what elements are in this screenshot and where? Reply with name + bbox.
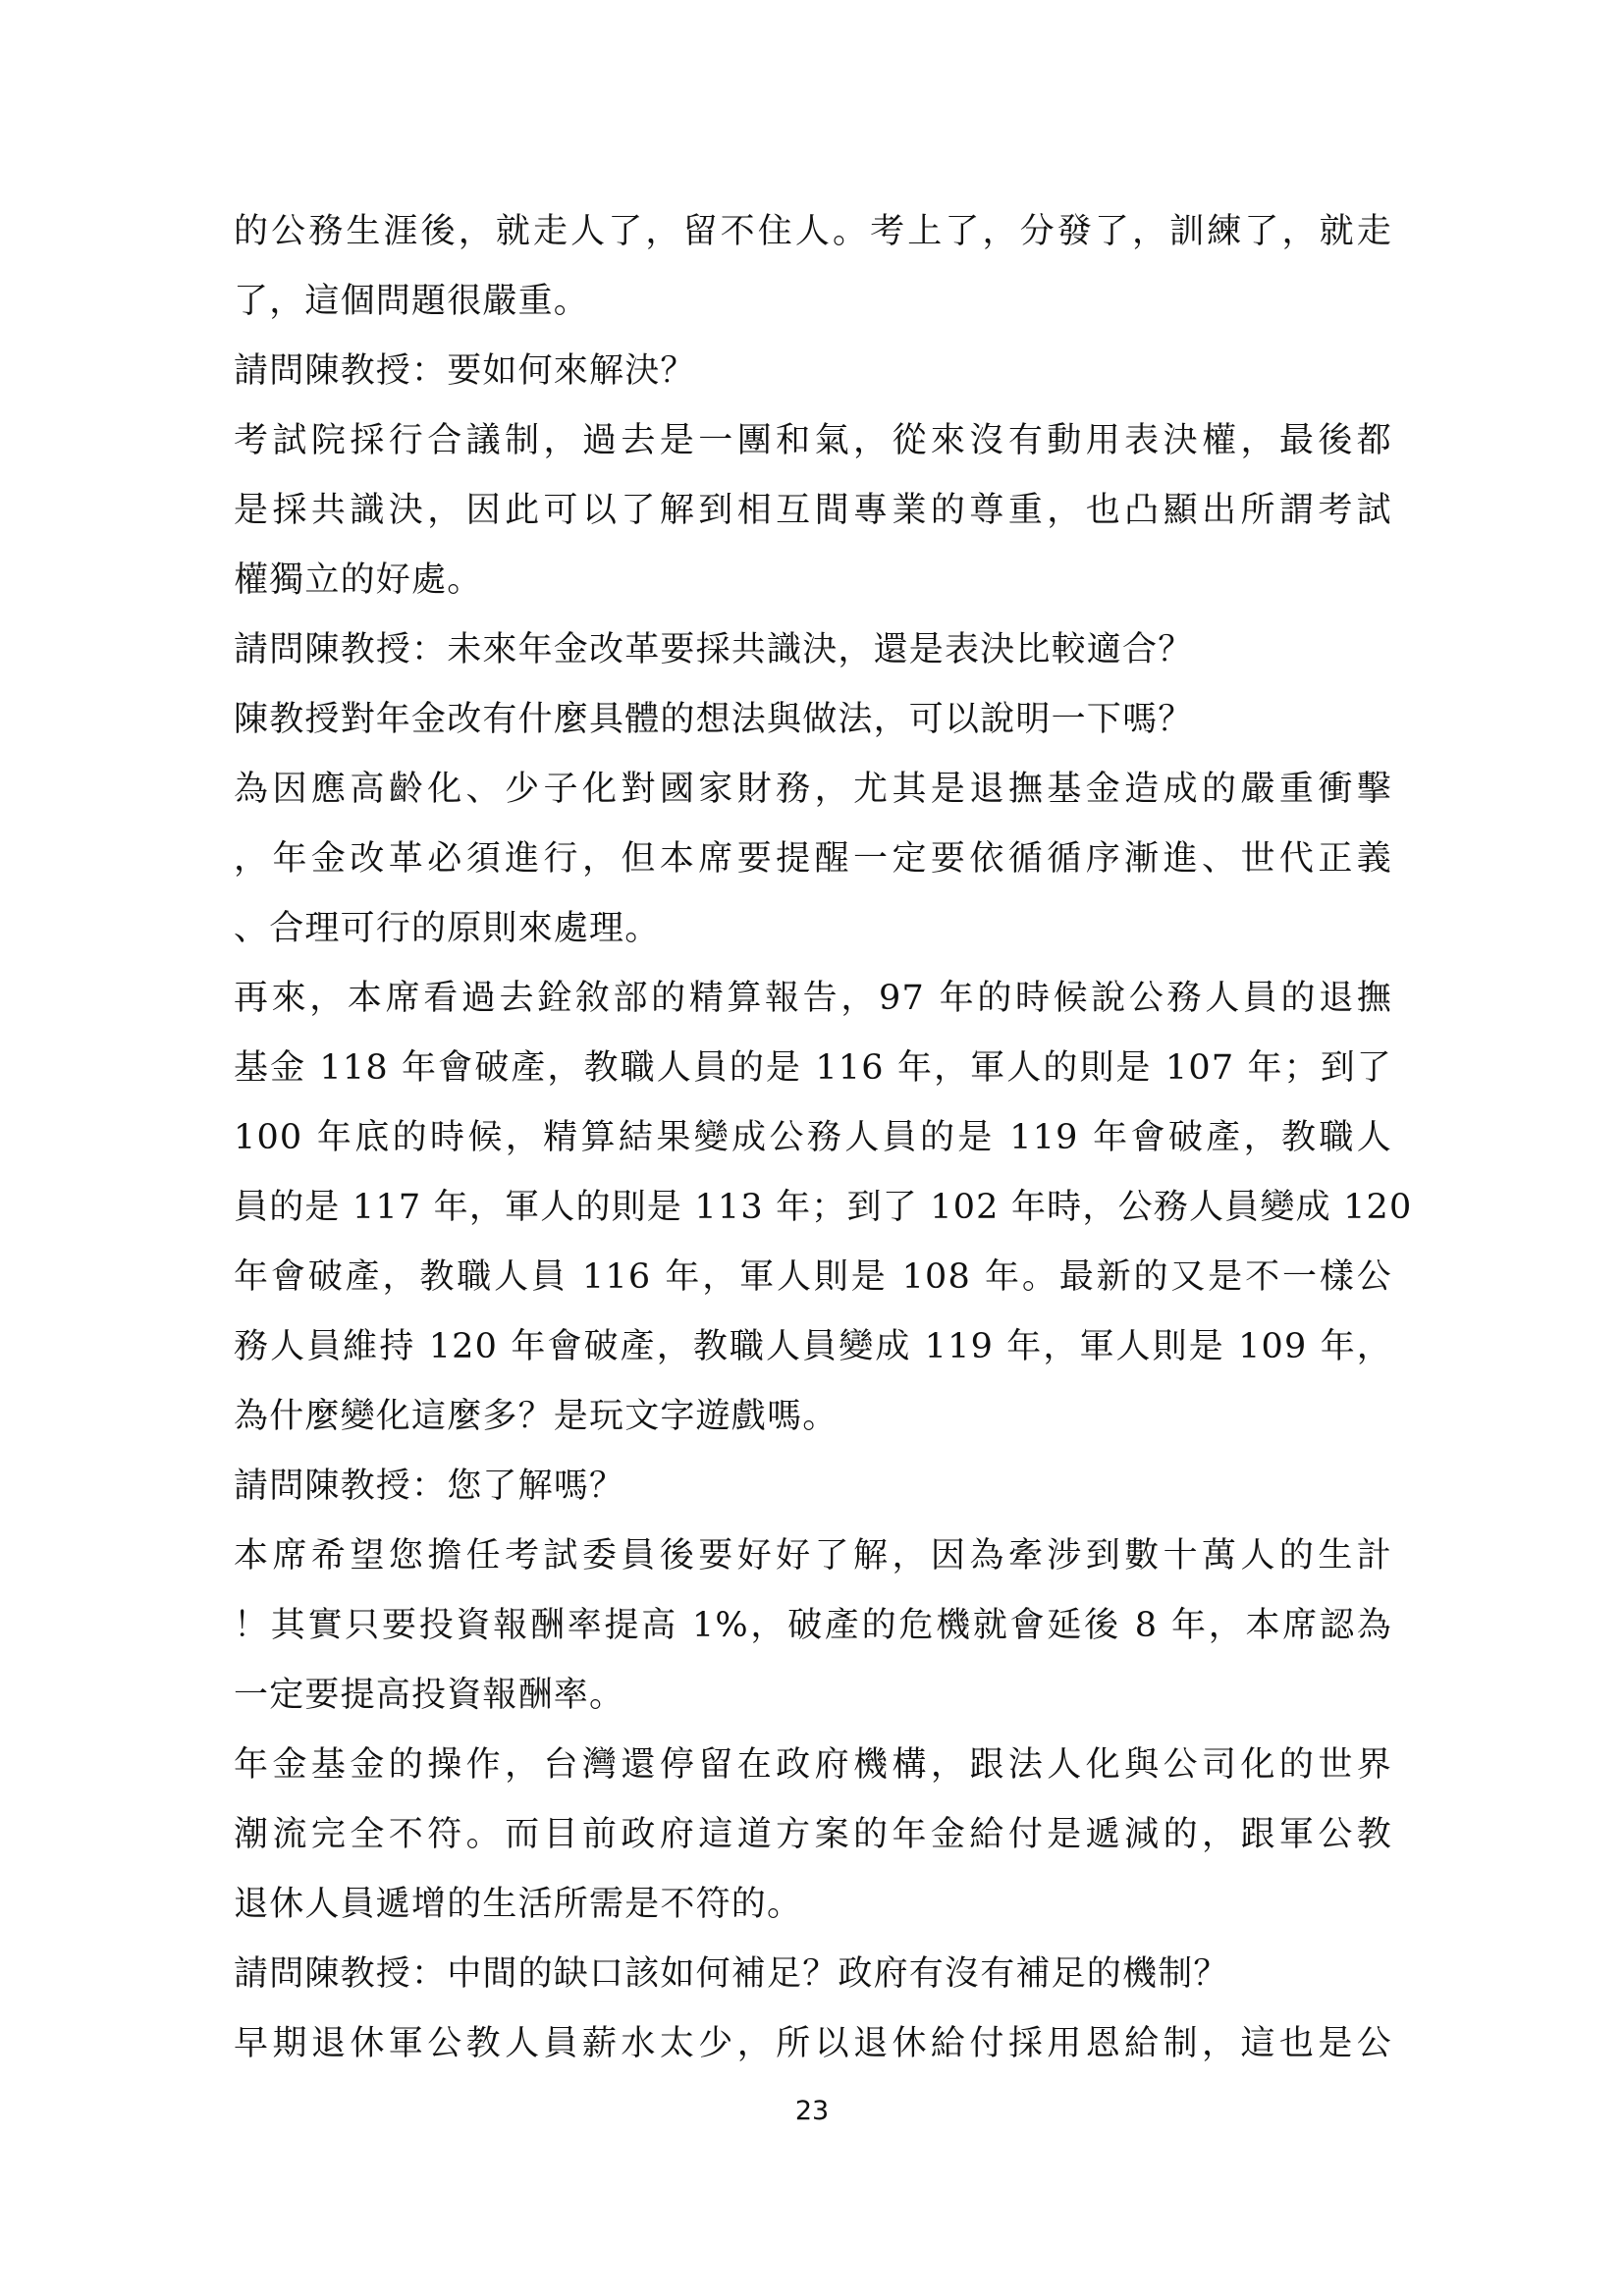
text-line: 退休人員遞增的生活所需是不符的。 [234, 1885, 803, 1924]
page-number: 23 [794, 2096, 830, 2126]
text-line: ！其實只要投資報酬率提高 1%，破產的危機就會延後 8 年，本席認為 [234, 1606, 1392, 1645]
text-line: 務人員維持 120 年會破產，教職人員變成 119 年，軍人則是 109 年， [234, 1327, 1392, 1366]
text-line: 的公務生涯後，就走人了，留不住人。考上了，分發了，訓練了，就走 [234, 212, 1392, 251]
text-line: 潮流完全不符。而目前政府這道方案的年金給付是遞減的，跟軍公教 [234, 1815, 1392, 1854]
text-line: 員的是 117 年，軍人的則是 113 年；到了 102 年時，公務人員變成 120 [234, 1188, 1413, 1227]
text-line: 再來，本席看過去銓敘部的精算報告，97 年的時候說公務人員的退撫 [234, 979, 1392, 1018]
text-line: 基金 118 年會破產，教職人員的是 116 年，軍人的則是 107 年；到了 [234, 1048, 1392, 1088]
body-text [234, 206, 1413, 2088]
text-line: 請問陳教授：您了解嗎？ [234, 1467, 625, 1506]
text-line: 本席希望您擔任考試委員後要好好了解，因為牽涉到數十萬人的生計 [234, 1536, 1392, 1575]
text-line: 年金基金的操作，台灣還停留在政府機構，跟法人化與公司化的世界 [234, 1745, 1392, 1785]
text-line: 為什麼變化這麼多？是玩文字遊戲嗎。 [234, 1397, 839, 1436]
text-line: 、合理可行的原則來處理。 [234, 909, 661, 948]
text-line: 權獨立的好處。 [234, 561, 483, 600]
text-line: 了，這個問題很嚴重。 [234, 282, 590, 321]
text-line: 請問陳教授：未來年金改革要採共識決，還是表決比較適合？ [234, 630, 1194, 669]
text-line: 早期退休軍公教人員薪水太少，所以退休給付採用恩給制，這也是公 [234, 2024, 1392, 2063]
text-line: 請問陳教授：要如何來解決？ [234, 351, 696, 391]
text-line: 請問陳教授：中間的缺口該如何補足？政府有沒有補足的機制？ [234, 1954, 1229, 1994]
text-line: 考試院採行合議制，過去是一團和氣，從來沒有動用表決權，最後都 [234, 421, 1392, 460]
text-line: 100 年底的時候，精算結果變成公務人員的是 119 年會破產，教職人 [234, 1118, 1392, 1157]
text-line: 一定要提高投資報酬率。 [234, 1676, 625, 1715]
text-line: ，年金改革必須進行，但本席要提醒一定要依循循序漸進、世代正義 [234, 839, 1392, 879]
text-line: 是採共識決，因此可以了解到相互間專業的尊重，也凸顯出所謂考試 [234, 491, 1392, 530]
text-line: 年會破產，教職人員 116 年，軍人則是 108 年。最新的又是不一樣公 [234, 1257, 1392, 1297]
text-line: 為因應高齡化、少子化對國家財務，尤其是退撫基金造成的嚴重衝擊 [234, 770, 1392, 809]
text-line: 陳教授對年金改有什麼具體的想法與做法，可以說明一下嗎？ [234, 700, 1194, 739]
